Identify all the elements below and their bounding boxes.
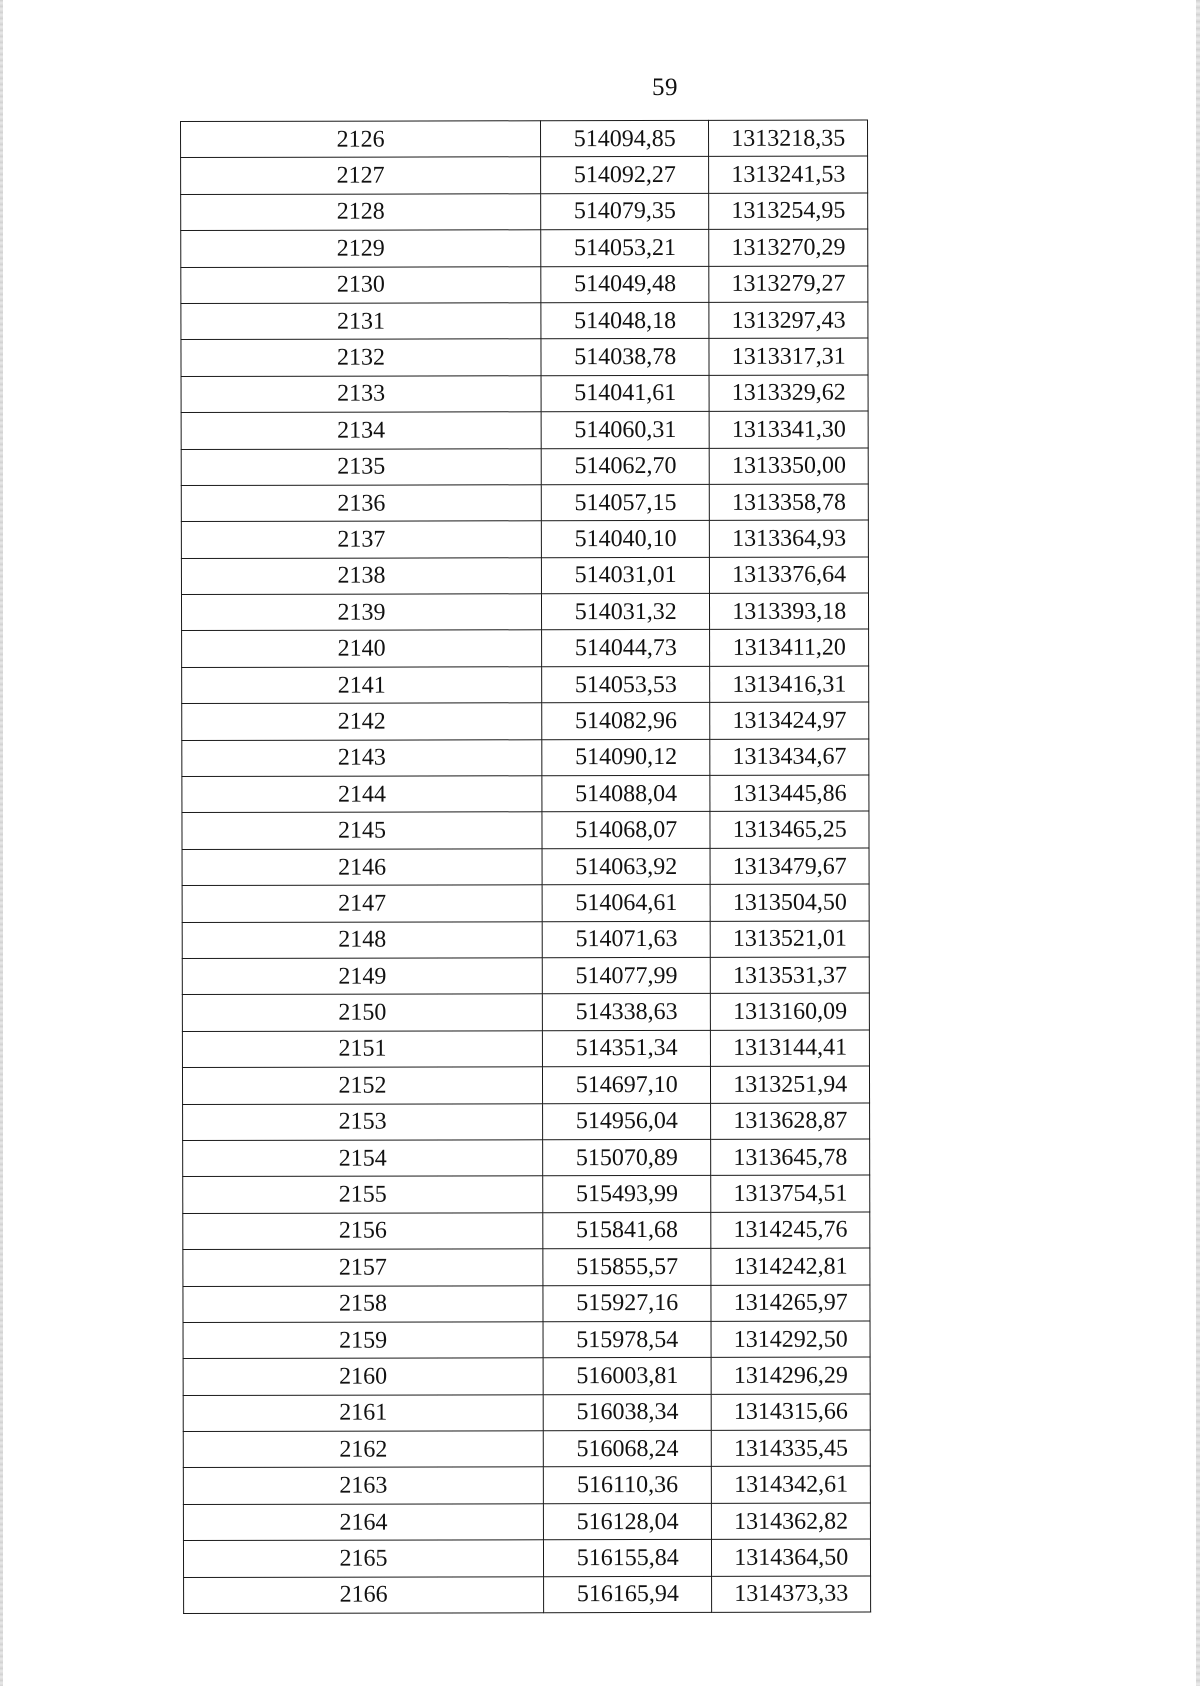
point-number-cell: 2133 [181, 375, 541, 412]
table-row [181, 156, 868, 194]
x-coordinate-cell: 515927,16 [543, 1285, 711, 1322]
point-number-cell: 2139 [181, 594, 541, 631]
table-row [181, 448, 868, 486]
x-coordinate-cell: 514053,21 [541, 230, 709, 267]
table-row [181, 338, 868, 376]
point-number-cell: 2149 [182, 958, 542, 995]
x-coordinate-cell: 514338,63 [542, 994, 710, 1031]
x-coordinate-cell: 514088,04 [542, 775, 710, 812]
y-coordinate-cell: 1314265,97 [711, 1285, 870, 1322]
y-coordinate-cell: 1313254,95 [709, 193, 868, 230]
point-number-cell: 2154 [183, 1140, 543, 1177]
table-row [181, 520, 868, 558]
y-coordinate-cell: 1313364,93 [710, 520, 869, 557]
point-number-cell: 2131 [181, 303, 541, 340]
table-row [181, 593, 868, 631]
y-coordinate-cell: 1313341,30 [710, 411, 869, 448]
y-coordinate-cell: 1314373,33 [712, 1576, 871, 1613]
y-coordinate-cell: 1313504,50 [711, 884, 870, 921]
x-coordinate-cell: 516003,81 [543, 1358, 711, 1395]
table-row [182, 957, 869, 995]
table-row [182, 666, 869, 704]
table-row [181, 229, 868, 267]
point-number-cell: 2164 [183, 1504, 543, 1541]
y-coordinate-cell: 1313376,64 [710, 557, 869, 594]
table-row [182, 630, 869, 668]
point-number-cell: 2126 [181, 121, 541, 158]
y-coordinate-cell: 1313270,29 [709, 229, 868, 266]
y-coordinate-cell: 1313645,78 [711, 1139, 870, 1176]
point-number-cell: 2132 [181, 339, 541, 376]
x-coordinate-cell: 514031,01 [541, 557, 709, 594]
y-coordinate-cell: 1314296,29 [711, 1357, 870, 1394]
y-coordinate-cell: 1314245,76 [711, 1212, 870, 1249]
point-number-cell: 2160 [183, 1358, 543, 1395]
table-row [181, 557, 868, 595]
y-coordinate-cell: 1314315,66 [712, 1394, 871, 1431]
table-row [182, 1030, 869, 1068]
x-coordinate-cell: 514092,27 [541, 157, 709, 194]
table-row [182, 848, 869, 886]
point-number-cell: 2143 [182, 739, 542, 776]
table-row [182, 993, 869, 1031]
table-row [183, 1285, 870, 1323]
x-coordinate-cell: 514090,12 [542, 739, 710, 776]
y-coordinate-cell: 1314362,82 [712, 1503, 871, 1540]
x-coordinate-cell: 514956,04 [543, 1103, 711, 1140]
point-number-cell: 2142 [182, 703, 542, 740]
table-row [182, 1066, 869, 1104]
point-number-cell: 2152 [182, 1067, 542, 1104]
y-coordinate-cell: 1313628,87 [711, 1103, 870, 1140]
x-coordinate-cell: 514038,78 [541, 339, 709, 376]
scan-edge-right [1196, 0, 1200, 1686]
y-coordinate-cell: 1313393,18 [710, 593, 869, 630]
point-number-cell: 2138 [181, 557, 541, 594]
table-row [181, 193, 868, 231]
x-coordinate-cell: 514062,70 [541, 448, 709, 485]
point-number-cell: 2140 [182, 630, 542, 667]
table-row [181, 266, 868, 304]
table-row [183, 1321, 870, 1359]
point-number-cell: 2158 [183, 1285, 543, 1322]
table-row [181, 375, 868, 413]
y-coordinate-cell: 1313416,31 [710, 666, 869, 703]
table-row [183, 1212, 870, 1250]
scan-edge-left [0, 0, 3, 1686]
y-coordinate-cell: 1313297,43 [709, 302, 868, 339]
y-coordinate-cell: 1313329,62 [709, 375, 868, 412]
table-row [183, 1357, 870, 1395]
table-row [182, 775, 869, 813]
y-coordinate-cell: 1313479,67 [710, 848, 869, 885]
y-coordinate-cell: 1314335,45 [712, 1430, 871, 1467]
table-row [181, 411, 868, 449]
table-row [183, 1430, 870, 1468]
y-coordinate-cell: 1313358,78 [710, 484, 869, 521]
point-number-cell: 2137 [181, 521, 541, 558]
point-number-cell: 2136 [181, 485, 541, 522]
point-number-cell: 2163 [183, 1467, 543, 1504]
x-coordinate-cell: 515855,57 [543, 1248, 711, 1285]
point-number-cell: 2135 [181, 448, 541, 485]
point-number-cell: 2147 [182, 885, 542, 922]
x-coordinate-cell: 514064,61 [542, 885, 710, 922]
point-number-cell: 2145 [182, 812, 542, 849]
x-coordinate-cell: 514057,15 [541, 484, 709, 521]
x-coordinate-cell: 514048,18 [541, 302, 709, 339]
point-number-cell: 2128 [181, 194, 541, 231]
point-number-cell: 2130 [181, 266, 541, 303]
point-number-cell: 2159 [183, 1322, 543, 1359]
table-row [181, 484, 868, 522]
x-coordinate-cell: 516128,04 [543, 1503, 711, 1540]
point-number-cell: 2153 [183, 1103, 543, 1140]
table-row [181, 302, 868, 340]
table-row [183, 1539, 870, 1577]
y-coordinate-cell: 1313279,27 [709, 266, 868, 303]
point-number-cell: 2144 [182, 776, 542, 813]
y-coordinate-cell: 1313754,51 [711, 1175, 870, 1212]
point-number-cell: 2165 [183, 1540, 543, 1577]
x-coordinate-cell: 514697,10 [543, 1067, 711, 1104]
point-number-cell: 2134 [181, 412, 541, 449]
point-number-cell: 2150 [182, 994, 542, 1031]
x-coordinate-cell: 514094,85 [541, 120, 709, 157]
x-coordinate-cell: 514044,73 [542, 630, 710, 667]
x-coordinate-cell: 515978,54 [543, 1321, 711, 1358]
y-coordinate-cell: 1313218,35 [709, 120, 868, 157]
y-coordinate-cell: 1313521,01 [711, 921, 870, 958]
y-coordinate-cell: 1313251,94 [711, 1066, 870, 1103]
table-row [183, 1503, 870, 1541]
x-coordinate-cell: 515841,68 [543, 1212, 711, 1249]
point-number-cell: 2157 [183, 1249, 543, 1286]
y-coordinate-cell: 1313317,31 [709, 338, 868, 375]
y-coordinate-cell: 1314242,81 [711, 1248, 870, 1285]
x-coordinate-cell: 514031,32 [542, 593, 710, 630]
x-coordinate-cell: 514077,99 [542, 957, 710, 994]
y-coordinate-cell: 1313531,37 [711, 957, 870, 994]
y-coordinate-cell: 1313424,97 [710, 702, 869, 739]
y-coordinate-cell: 1313411,20 [710, 630, 869, 667]
x-coordinate-cell: 514082,96 [542, 703, 710, 740]
point-number-cell: 2166 [184, 1576, 544, 1613]
y-coordinate-cell: 1313241,53 [709, 156, 868, 193]
x-coordinate-cell: 514071,63 [542, 921, 710, 958]
x-coordinate-cell: 514049,48 [541, 266, 709, 303]
point-number-cell: 2127 [181, 157, 541, 194]
x-coordinate-cell: 514351,34 [542, 1030, 710, 1067]
point-number-cell: 2151 [182, 1031, 542, 1068]
point-number-cell: 2155 [183, 1176, 543, 1213]
x-coordinate-cell: 516165,94 [544, 1576, 712, 1613]
table-row [182, 702, 869, 740]
x-coordinate-cell: 516068,24 [543, 1430, 711, 1467]
x-coordinate-cell: 516110,36 [543, 1467, 711, 1504]
table-row [184, 1576, 871, 1614]
x-coordinate-cell: 514041,61 [541, 375, 709, 412]
x-coordinate-cell: 514063,92 [542, 848, 710, 885]
x-coordinate-cell: 514068,07 [542, 812, 710, 849]
point-number-cell: 2161 [183, 1394, 543, 1431]
table-row [182, 739, 869, 777]
table-row [183, 1467, 870, 1505]
table-row [181, 120, 868, 158]
y-coordinate-cell: 1314342,61 [712, 1467, 871, 1504]
x-coordinate-cell: 516155,84 [544, 1540, 712, 1577]
point-number-cell: 2146 [182, 849, 542, 886]
x-coordinate-cell: 515070,89 [543, 1139, 711, 1176]
table-row [183, 1248, 870, 1286]
x-coordinate-cell: 514040,10 [541, 521, 709, 558]
table-row [182, 921, 869, 959]
page-number: 59 [652, 74, 678, 101]
table-row [183, 1139, 870, 1177]
y-coordinate-cell: 1314292,50 [711, 1321, 870, 1358]
x-coordinate-cell: 514060,31 [541, 412, 709, 449]
y-coordinate-cell: 1313350,00 [710, 448, 869, 485]
y-coordinate-cell: 1314364,50 [712, 1539, 871, 1576]
point-number-cell: 2162 [183, 1431, 543, 1468]
point-number-cell: 2141 [182, 667, 542, 704]
y-coordinate-cell: 1313465,25 [710, 811, 869, 848]
x-coordinate-cell: 514053,53 [542, 666, 710, 703]
y-coordinate-cell: 1313445,86 [710, 775, 869, 812]
y-coordinate-cell: 1313144,41 [711, 1030, 870, 1067]
table-row [182, 884, 869, 922]
table-row [183, 1103, 870, 1141]
y-coordinate-cell: 1313160,09 [711, 993, 870, 1030]
point-number-cell: 2156 [183, 1212, 543, 1249]
coordinates-table [180, 120, 871, 1614]
table-row [182, 811, 869, 849]
x-coordinate-cell: 515493,99 [543, 1176, 711, 1213]
coordinates-table-body [181, 120, 871, 1613]
x-coordinate-cell: 514079,35 [541, 193, 709, 230]
x-coordinate-cell: 516038,34 [543, 1394, 711, 1431]
table-row [183, 1394, 870, 1432]
point-number-cell: 2148 [182, 921, 542, 958]
point-number-cell: 2129 [181, 230, 541, 267]
table-row [183, 1175, 870, 1213]
y-coordinate-cell: 1313434,67 [710, 739, 869, 776]
